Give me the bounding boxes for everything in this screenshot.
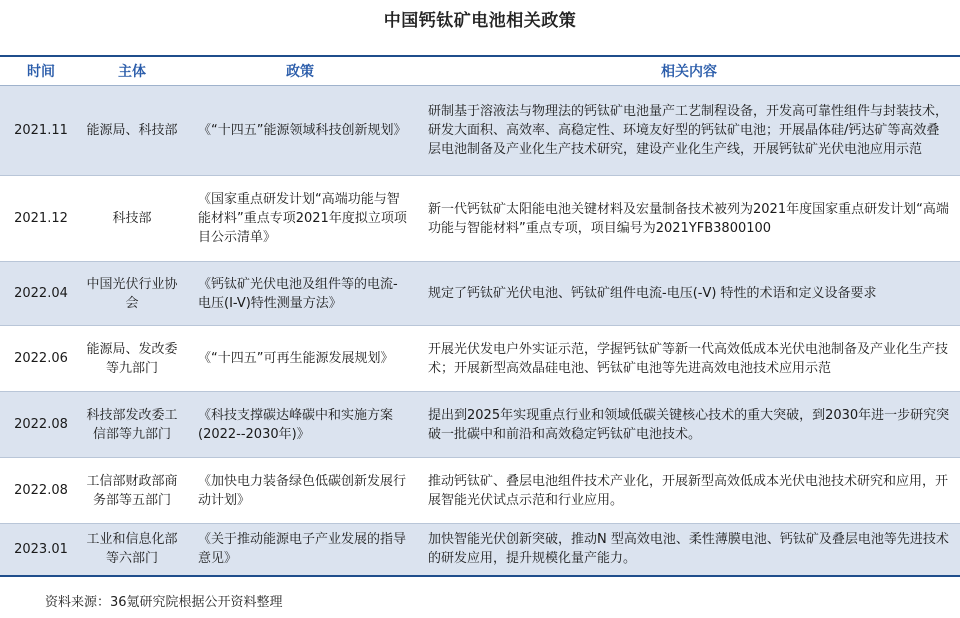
header-subject: 主体 xyxy=(82,56,182,86)
page-title: 中国钙钛矿电池相关政策 xyxy=(383,11,577,31)
row-time: 2022.08 xyxy=(0,392,82,458)
row-subject: 能源局、科技部 xyxy=(82,86,182,176)
source-note: 资料来源：36氪研究院根据公开资料整理 xyxy=(45,595,283,610)
row-subject: 工业和信息化部等六部门 xyxy=(82,524,182,576)
row-time: 2021.12 xyxy=(0,176,82,262)
row-time: 2022.08 xyxy=(0,458,82,524)
row-content: 新一代钙钛矿太阳能电池关键材料及宏量制备技术被列为2021年度国家重点研发计划“高端功能与智能材料”重点专项，项目编号为2021YFB3800100 xyxy=(418,176,960,262)
row-subject: 工信部财政部商务部等五部门 xyxy=(82,458,182,524)
row-content: 研制基于溶液法与物理法的钙钛矿电池量产工艺制程设备，开发高可靠性组件与封装技术，研发大面积、高效率、高稳定性、环境友好型的钙钛矿电池；开展晶体硅/钙达矿等高效叠层电池制备及产业化生产技术研究，建设产业化生产线，开展钙钛矿光伏电池应用示范 xyxy=(418,86,960,176)
row-subject: 能源局、发改委等九部门 xyxy=(82,326,182,392)
row-content: 推动钙钛矿、叠层电池组件技术产业化，开展新型高效低成本光伏电池技术研究和应用，开展智能光伏试点示范和行业应用。 xyxy=(418,458,960,524)
row-policy: 《“十四五”能源领域科技创新规划》 xyxy=(182,86,418,176)
row-content: 开展光伏发电户外实证示范，学握钙钛矿等新一代高效低成本光伏电池制备及产业化生产技术；开展新型高效晶硅电池、钙钛矿电池等先进高效电池技术应用示范 xyxy=(418,326,960,392)
row-policy: 《科技支撑碳达峰碳中和实施方案(2022--2030年)》 xyxy=(182,392,418,458)
table-row xyxy=(0,392,960,458)
table-row xyxy=(0,176,960,262)
row-time: 2022.06 xyxy=(0,326,82,392)
row-subject: 科技部发改委工信部等九部门 xyxy=(82,392,182,458)
row-policy: 《国家重点研发计划“高端功能与智能材料”重点专项2021年度拟立项项目公示清单》 xyxy=(182,176,418,262)
table-header-row xyxy=(0,56,960,86)
table-row xyxy=(0,262,960,326)
row-policy: 《加快电力装备绿色低碳创新发展行动计划》 xyxy=(182,458,418,524)
row-content: 规定了钙钛矿光伏电池、钙钛矿组件电流-电压(-V) 特性的术语和定义设备要求 xyxy=(418,262,960,326)
row-subject: 中国光伏行业协会 xyxy=(82,262,182,326)
header-time: 时间 xyxy=(0,56,82,86)
table-row xyxy=(0,524,960,576)
row-content: 加快智能光伏创新突破，推动N 型高效电池、柔性薄膜电池、钙钛矿及叠层电池等先进技术的研发应用，提升规模化量产能力。 xyxy=(418,524,960,576)
row-policy: 《关于推动能源电子产业发展的指导意见》 xyxy=(182,524,418,576)
header-content: 相关内容 xyxy=(418,56,960,86)
table-row xyxy=(0,458,960,524)
row-subject: 科技部 xyxy=(82,176,182,262)
table-row xyxy=(0,86,960,176)
header-policy: 政策 xyxy=(182,56,418,86)
row-time: 2023.01 xyxy=(0,524,82,576)
row-time: 2021.11 xyxy=(0,86,82,176)
row-time: 2022.04 xyxy=(0,262,82,326)
row-content: 提出到2025年实现重点行业和领域低碳关键核心技术的重大突破，到2030年进一步研究突破一批碳中和前沿和高效稳定钙钛矿电池技术。 xyxy=(418,392,960,458)
table-row xyxy=(0,326,960,392)
policy-table xyxy=(0,55,960,577)
row-policy: 《“十四五”可再生能源发展规划》 xyxy=(182,326,418,392)
row-policy: 《钙钛矿光伏电池及组件等的电流-电压(I-V)特性测量方法》 xyxy=(182,262,418,326)
